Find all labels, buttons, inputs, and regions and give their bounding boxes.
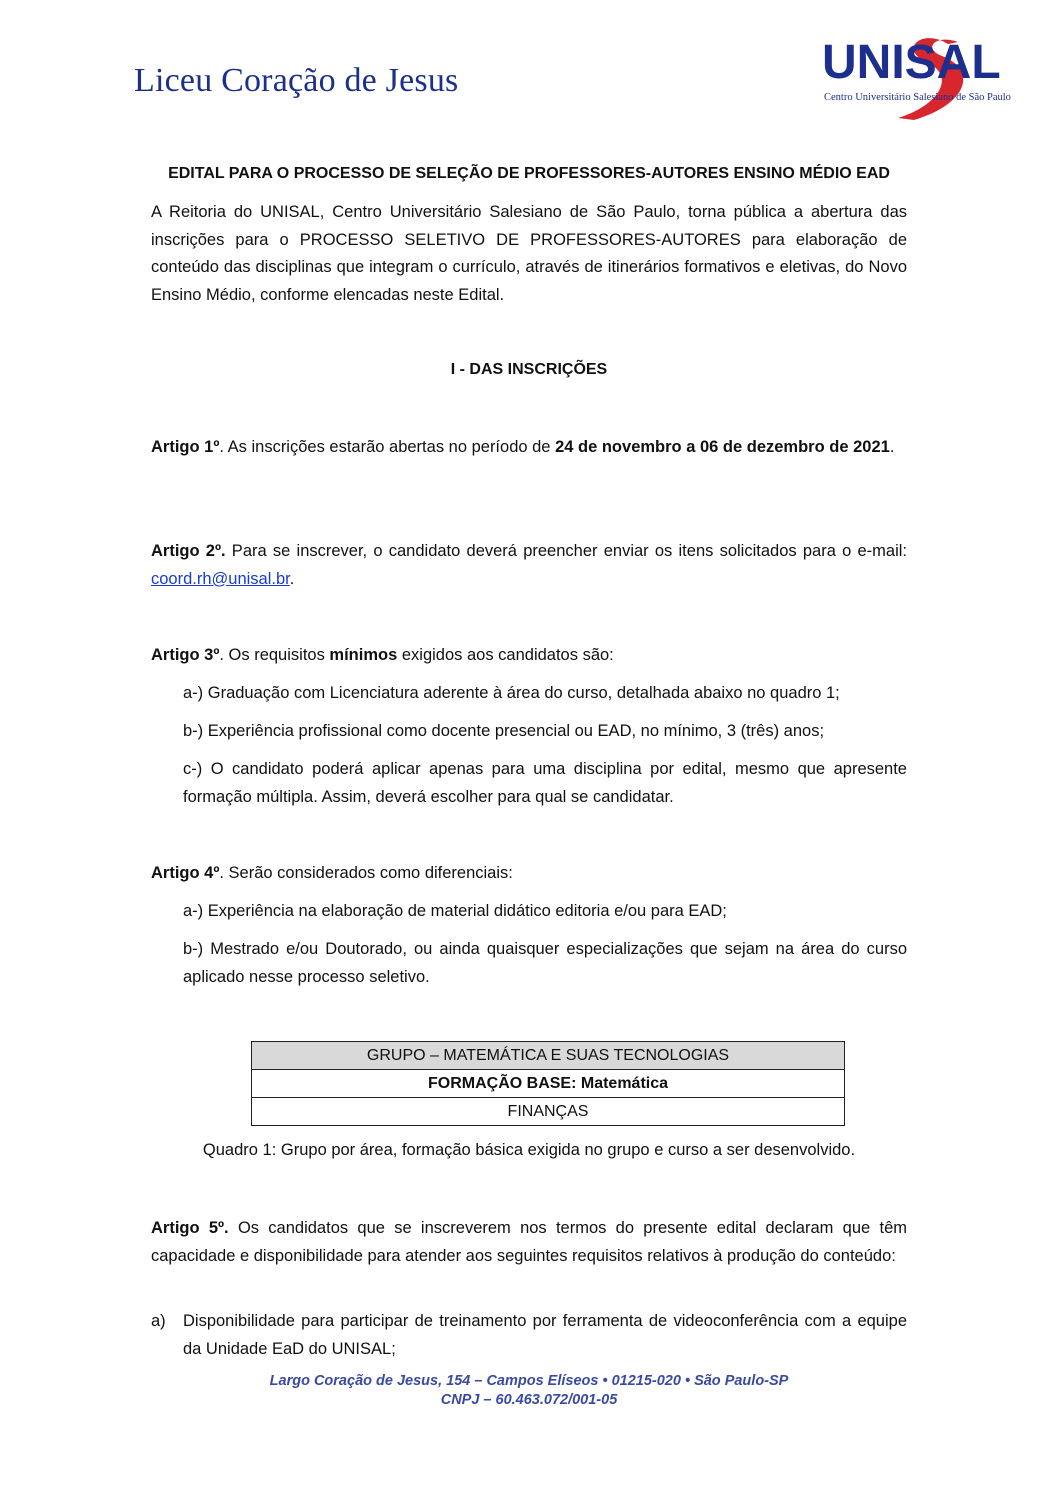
article-4-item-b: b-) Mestrado e/ou Doutorado, ou ainda quaisquer especializações que sejam na área do curso aplicado nesse processo seletivo.	[183, 940, 907, 986]
article-5	[151, 1215, 907, 1270]
table-row	[252, 1042, 845, 1070]
school-name: Liceu Coração de Jesus	[134, 62, 459, 99]
article-2-end: .	[289, 569, 295, 588]
article-1-label: Artigo 1º	[151, 438, 220, 456]
section-title-inscricoes: I - DAS INSCRIÇÕES	[450, 361, 608, 378]
logo-text: UNISAL	[822, 36, 1001, 89]
article-2	[151, 538, 907, 593]
quadro-course-cell: FINANÇAS	[252, 1098, 845, 1126]
article-4-label: Artigo 4º	[151, 864, 220, 882]
article-3	[151, 642, 907, 670]
article-2-text: Para se inscrever, o candidato deverá preencher enviar os itens solicitados para o e-mail:	[225, 542, 907, 560]
document-title: EDITAL PARA O PROCESSO DE SELEÇÃO DE PROFESSORES-AUTORES ENSINO MÉDIO EAD	[168, 165, 890, 182]
article-3-item-a: a-) Graduação com Licenciatura aderente à área do curso, detalhada abaixo no quadro 1;	[183, 684, 840, 702]
article-3-item-b: b-) Experiência profissional como docente presencial ou EAD, no mínimo, 3 (três) anos;	[183, 722, 825, 740]
formacao-label: FORMAÇÃO BASE:	[427, 1074, 577, 1092]
page-footer	[151, 1372, 907, 1410]
article-2-label: Artigo 2º.	[151, 542, 226, 560]
footer-address: Largo Coração de Jesus, 154 – Campos Elíseos • 01215-020 • São Paulo-SP	[269, 1373, 789, 1389]
unisal-logo-graphic	[818, 26, 1032, 120]
list-marker: a)	[151, 1312, 166, 1330]
table-row	[252, 1098, 845, 1126]
intro-paragraph: A Reitoria do UNISAL, Centro Universitário Salesiano de São Paulo, torna pública a abertura das inscrições para o PROCESSO SELETIVO DE PROFESSORES-AUTORES para elaboração de conteúdo das disciplinas que integram o currículo, através de itinerários formativos e eletivas, do Novo Ensino Médio, conforme elencadas neste Edital.	[151, 203, 907, 304]
article-1-end: .	[889, 438, 895, 456]
article-1	[151, 434, 907, 462]
quadro-formacao-cell	[252, 1070, 845, 1098]
article-3-bold: mínimos	[329, 646, 398, 664]
table-row	[252, 1070, 845, 1098]
quadro-1-table	[251, 1041, 845, 1126]
article-5-text: Os candidatos que se inscreverem nos termos do presente edital declaram que têm capacidade e disponibilidade para atender aos seguintes requisitos relativos à produção do conteúdo:	[151, 1219, 907, 1265]
article-4-item-a: a-) Experiência na elaboração de material didático editoria e/ou para EAD;	[183, 902, 727, 920]
article-4	[151, 860, 907, 888]
article-5-label: Artigo 5º.	[151, 1219, 229, 1237]
article-4-text: . Serão considerados como diferenciais:	[219, 864, 513, 882]
formacao-value: Matemática	[576, 1074, 669, 1092]
article-3-end: exigidos aos candidatos são:	[397, 646, 614, 664]
article-3-item-c: c-) O candidato poderá aplicar apenas para uma disciplina por edital, mesmo que apresente formação múltipla. Assim, deverá escolher para qual se candidatar.	[183, 760, 907, 806]
unisal-logo	[818, 26, 1032, 120]
article-3-text: . Os requisitos	[219, 646, 330, 664]
article-1-period: 24 de novembro a 06 de dezembro de 2021	[555, 438, 890, 456]
article-5-item-a	[151, 1308, 907, 1363]
quadro-group-cell: GRUPO – MATEMÁTICA E SUAS TECNOLOGIAS	[252, 1042, 845, 1070]
list-item-text: Disponibilidade para participar de treinamento por ferramenta de videoconferência com a equipe da Unidade EaD do UNISAL;	[183, 1312, 907, 1358]
quadro-caption: Quadro 1: Grupo por área, formação básica exigida no grupo e curso a ser desenvolvido.	[202, 1141, 856, 1159]
footer-cnpj: CNPJ – 60.463.072/001-05	[440, 1392, 618, 1408]
email-link[interactable]: coord.rh@unisal.br	[151, 569, 290, 588]
article-1-text: . As inscrições estarão abertas no período de	[219, 438, 556, 456]
article-3-label: Artigo 3º	[151, 646, 220, 664]
logo-subtitle: Centro Universitário Salesiano de São Paulo	[824, 92, 1011, 103]
